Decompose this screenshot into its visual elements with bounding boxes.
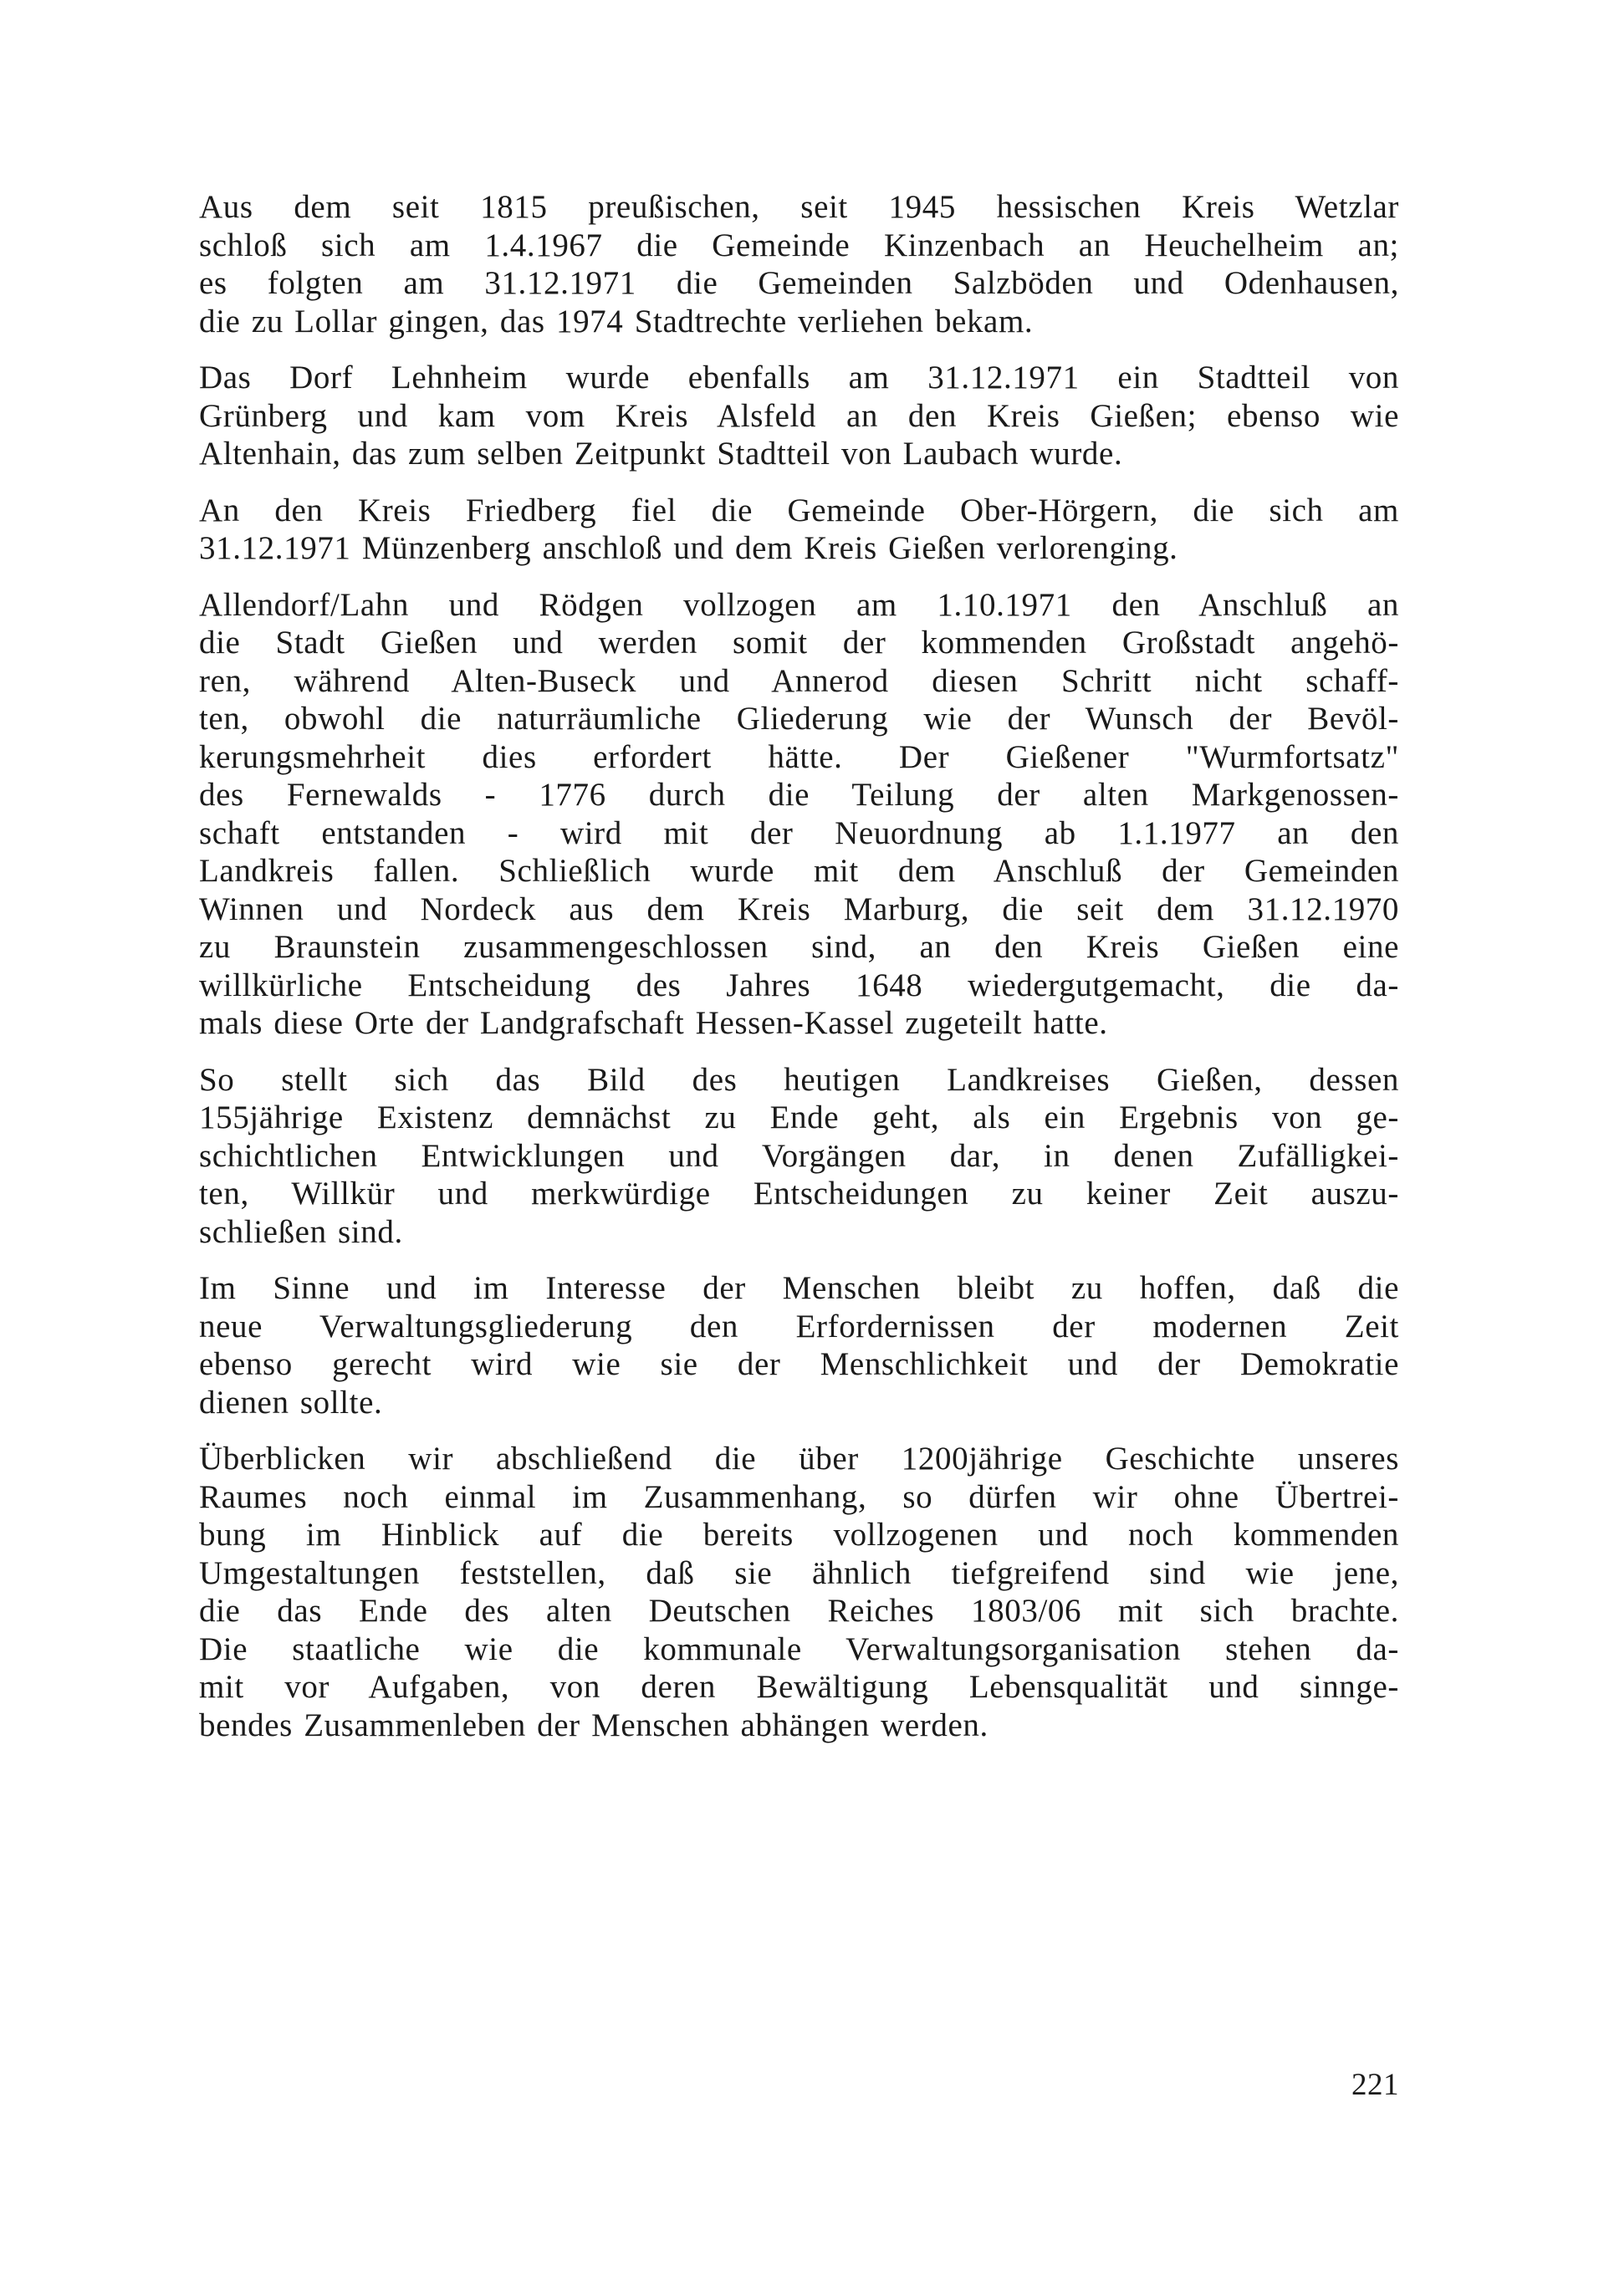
text-line: Überblicken wir abschließend die über 1200jährige Geschichte unseres [199,1441,1399,1477]
text-line: dienen sollte. [199,1384,383,1421]
paragraph-4 [199,586,1399,1043]
text-line: Umgestaltungen feststellen, daß sie ähnlich tiefgreifend sind wie jene, [199,1554,1399,1591]
text-line: 155jährige Existenz demnächst zu Ende geht, als ein Ergebnis von ge- [199,1100,1399,1135]
text-line: Aus dem seit 1815 preußischen, seit 1945 hessischen Kreis Wetzlar [199,189,1399,225]
text-line: Die staatliche wie die kommunale Verwaltungsorganisation stehen da- [199,1630,1399,1667]
paragraph-5 [199,1061,1399,1252]
text-line: mals diese Orte der Landgrafschaft Hessen-Kassel zugeteilt hatte. [199,1005,1108,1041]
text-line: Das Dorf Lehnheim wurde ebenfalls am 31.12.1971 ein Stadtteil von [199,360,1399,395]
text-line: ebenso gerecht wird wie sie der Menschlichkeit und der Demokratie [199,1346,1399,1382]
paragraph-7 [199,1440,1399,1744]
text-line: Allendorf/Lahn und Rödgen vollzogen am 1.10.1971 den Anschluß an [199,586,1399,623]
text-line: Raumes noch einmal im Zusammenhang, so dürfen wir ohne Übertrei- [199,1478,1399,1515]
paragraph-2 [199,359,1399,473]
text-line: An den Kreis Friedberg fiel die Gemeinde Ober-Hörgern, die sich am [199,492,1399,528]
text-line: schichtlichen Entwicklungen und Vorgängen dar, in denen Zufälligkei- [199,1137,1399,1174]
text-line: willkürliche Entscheidung des Jahres 1648 wiedergutgemacht, die da- [199,967,1399,1003]
text-line: die Stadt Gießen und werden somit der kommenden Großstadt angehö- [199,625,1399,661]
text-line: Im Sinne und im Interesse der Menschen bleibt zu hoffen, daß die [199,1270,1399,1306]
text-line: neue Verwaltungsgliederung den Erfordernissen der modernen Zeit [199,1308,1399,1344]
text-line: kerungsmehrheit dies erfordert hätte. Der Gießener "Wurmfortsatz" [199,738,1399,775]
text-line: Winnen und Nordeck aus dem Kreis Marburg, die seit dem 31.12.1970 [199,890,1399,927]
body-text [199,188,1399,1763]
text-line: zu Braunstein zusammengeschlossen sind, an den Kreis Gießen eine [199,929,1399,965]
text-line: ren, während Alten-Buseck und Annerod diesen Schritt nicht schaff- [199,662,1399,699]
text-line: die zu Lollar gingen, das 1974 Stadtrechte verliehen bekam. [199,303,1034,339]
paragraph-3 [199,492,1399,568]
text-line: 31.12.1971 Münzenberg anschloß und dem Kreis Gießen verlorenging. [199,530,1178,566]
text-line: des Fernewalds - 1776 durch die Teilung der alten Markgenossen- [199,777,1399,813]
paragraph-1 [199,188,1399,340]
text-line: Altenhain, das zum selben Zeitpunkt Stadtteil von Laubach wurde. [199,436,1123,472]
text-line: schließen sind. [199,1213,403,1250]
text-line: mit vor Aufgaben, von deren Bewältigung Lebensqualität und sinnge- [199,1669,1399,1705]
text-line: schaft entstanden - wird mit der Neuordnung ab 1.1.1977 an den [199,814,1399,851]
text-line: es folgten am 31.12.1971 die Gemeinden Salzböden und Odenhausen, [199,265,1399,301]
text-line: bung im Hinblick auf die bereits vollzogenen und noch kommenden [199,1517,1399,1553]
text-line: ten, Willkür und merkwürdige Entscheidungen zu keiner Zeit auszu- [199,1176,1399,1212]
text-line: die das Ende des alten Deutschen Reiches 1803/06 mit sich brachte. [199,1593,1399,1629]
text-line: So stellt sich das Bild des heutigen Landkreises Gießen, dessen [199,1061,1399,1098]
text-line: Grünberg und kam vom Kreis Alsfeld an den Kreis Gießen; ebenso wie [199,397,1399,434]
text-line: schloß sich am 1.4.1967 die Gemeinde Kinzenbach an Heuchelheim an; [199,227,1399,263]
paragraph-6 [199,1269,1399,1421]
text-line: bendes Zusammenleben der Menschen abhängen werden. [199,1707,989,1743]
page-number: 221 [1351,2068,1399,2102]
text-line: ten, obwohl die naturräumliche Gliederung wie der Wunsch der Bevöl- [199,701,1399,737]
text-line: Landkreis fallen. Schließlich wurde mit dem Anschluß der Gemeinden [199,853,1399,889]
